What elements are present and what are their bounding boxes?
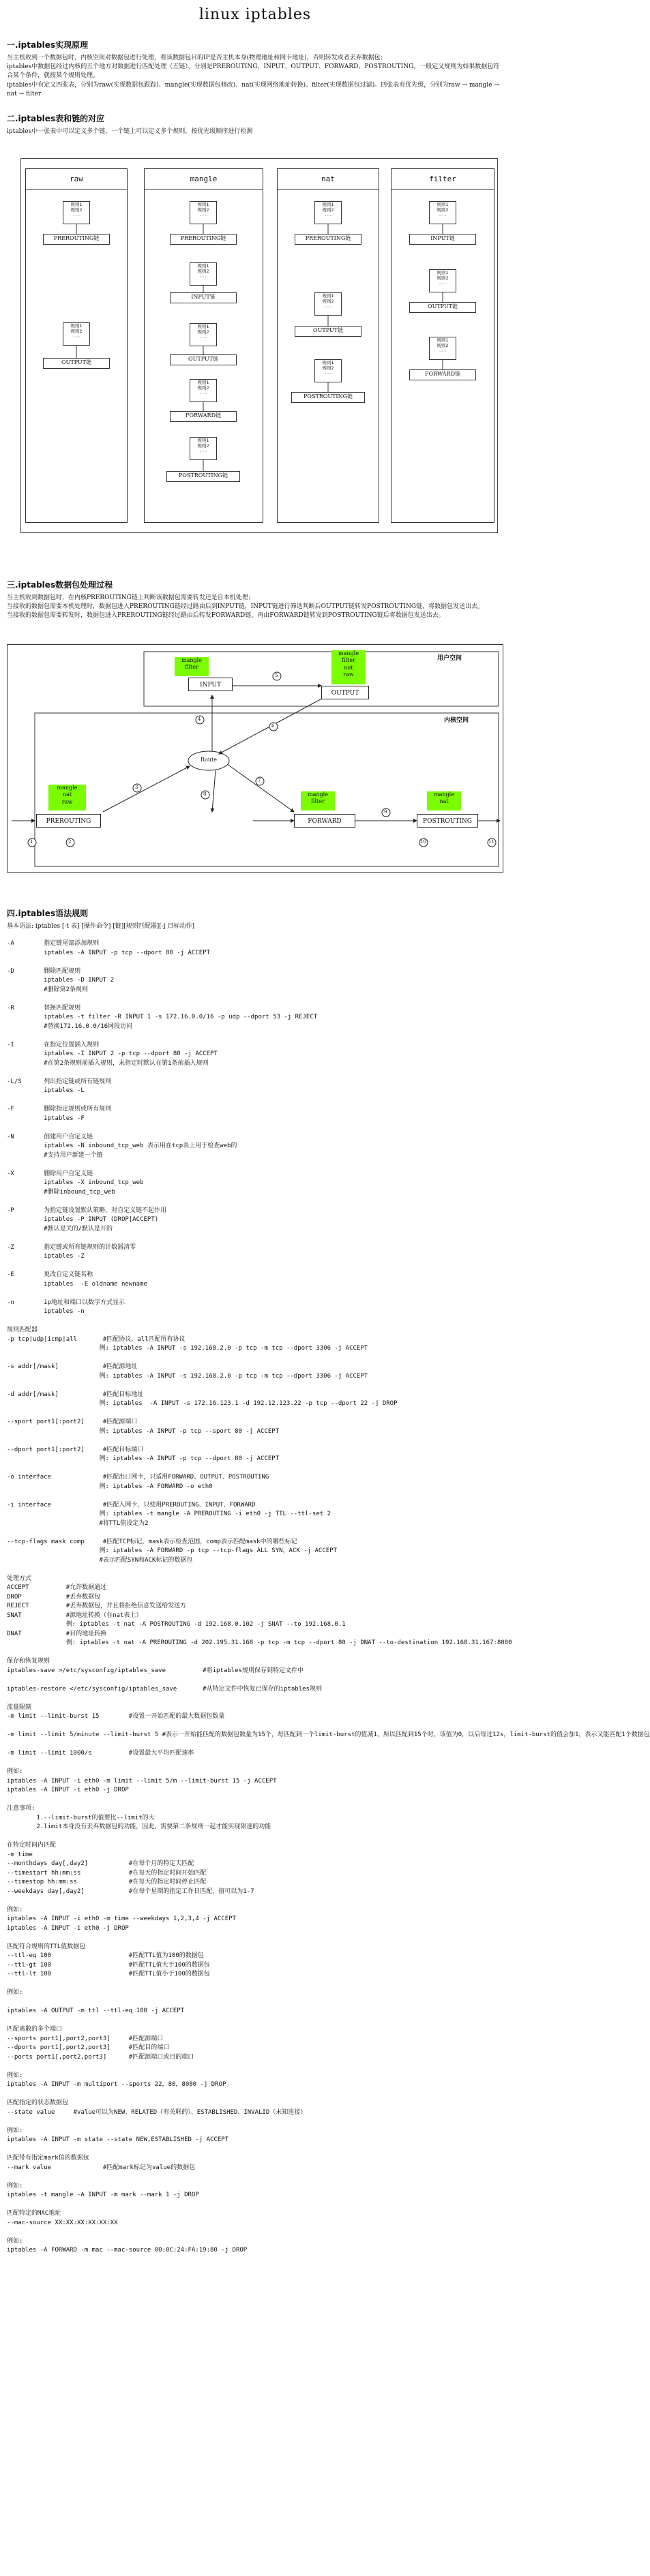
rule-list: 规则1 规则2 ··· bbox=[190, 379, 217, 402]
section-tables-chains bbox=[7, 113, 503, 136]
step-number: 4 bbox=[198, 716, 201, 722]
chain-connectors bbox=[21, 159, 499, 534]
tag-prerouting-tables: mangle nat raw bbox=[48, 785, 86, 810]
step-number: 2 bbox=[68, 839, 72, 845]
box-postrouting: POSTROUTING bbox=[417, 814, 478, 828]
step-number: 9 bbox=[384, 809, 387, 815]
chain-output: OUTPUT链 bbox=[170, 354, 237, 365]
step-number: 11 bbox=[488, 839, 494, 845]
box-output: OUTPUT bbox=[321, 686, 369, 699]
box-forward: FORWARD bbox=[294, 814, 355, 828]
label-kernel-space: 内核空间 bbox=[444, 717, 469, 724]
rule-list: 规则1 规则2 ··· bbox=[63, 322, 90, 346]
chain-prerouting: PREROUTING链 bbox=[43, 234, 110, 245]
tag-forward-tables: mangle filter bbox=[301, 791, 335, 810]
packet-flow-diagram bbox=[7, 644, 503, 873]
paragraph: iptables中数据包经过内核的五个地方对数据进行匹配处理（五链），分别是PREROUTING、INPUT、OUTPUT、FORWARD、POSTROUTING。一般定义规则为如果数据包符合某个条件，就按某个规则处理。 bbox=[7, 63, 500, 80]
section-principle bbox=[7, 40, 503, 99]
syntax-line: 基本语法: iptables [-t 表] [操作命令] [链][规则匹配器][-j 目标动作] bbox=[7, 923, 195, 930]
chain-input: INPUT链 bbox=[409, 234, 476, 245]
tables-chains-diagram bbox=[20, 158, 498, 533]
paragraph: iptables中一张表中可以定义多个链，一个链上可以定义多个规则，按优先级顺序进行检测 bbox=[7, 128, 253, 136]
step-number: 5 bbox=[275, 673, 278, 678]
section-heading: 四.iptables语法规则 bbox=[7, 909, 89, 918]
step-number: 6 bbox=[271, 723, 275, 729]
page-title: linux iptables bbox=[198, 6, 312, 23]
step-number: 8 bbox=[203, 791, 207, 797]
step-number: 1 bbox=[30, 839, 33, 845]
rule-list: 规则1 规则2 ··· bbox=[190, 437, 217, 460]
rule-list: 规则1 规则2 ··· bbox=[190, 262, 217, 286]
chain-postrouting: POSTROUTING链 bbox=[291, 392, 365, 403]
chain-output: OUTPUT链 bbox=[43, 358, 110, 369]
table-name: filter bbox=[392, 169, 494, 190]
section-heading: 三.iptables数据包处理过程 bbox=[7, 580, 113, 590]
rule-list: 规则1 规则2 ··· bbox=[429, 337, 456, 360]
rule-list: 规则1 规则2 ··· bbox=[190, 323, 217, 346]
tag-postrouting-tables: mangle nat bbox=[427, 791, 461, 810]
rule-list: 规则1 规则2 ··· bbox=[314, 292, 342, 316]
rule-list: 规则1 规则2 ··· bbox=[314, 201, 342, 224]
tag-input-tables: mangle filter bbox=[175, 657, 209, 676]
chain-prerouting: PREROUTING链 bbox=[295, 234, 361, 245]
chain-output: OUTPUT链 bbox=[295, 326, 361, 337]
tag-output-tables: mangle filter nat raw bbox=[331, 650, 366, 684]
section-syntax bbox=[7, 908, 650, 2256]
paragraph: 当主机收到数据包时，在内核PREROUTING链上判断该数据包需要转发还是自本机处理； bbox=[7, 594, 254, 602]
rule-list: 规则1 规则2 ··· bbox=[429, 269, 456, 292]
chain-prerouting: PREROUTING链 bbox=[170, 234, 237, 245]
paragraph: 当主机收到一个数据包时，内核空间对数据包进行处理，看该数据包目的IP是否主机本身(物理地址和网卡地址)，否则转发或者丢弃数据包； bbox=[7, 55, 387, 62]
paragraph: iptables中有定义四张表，分别为raw(实现数据包跟踪)、mangle(实现数据包修改)、nat(实现网络地址转换)、filter(实现数据包过滤)。四张表有优先级，分别为raw → mangle → nat → filter bbox=[7, 81, 501, 97]
box-prerouting: PREROUTING bbox=[36, 814, 101, 828]
paragraph: 当接收的数据包需要转发时，数据包进入PREROUTING链经过路由后转发FORWARD链，再由FORWARD链转发到POSTROUTING链后将数据包发送出去。 bbox=[7, 612, 445, 620]
rule-list: 规则1 规则2 ··· bbox=[63, 201, 90, 224]
rule-list: 规则1 规则2 ··· bbox=[429, 201, 456, 224]
table-name: nat bbox=[278, 169, 379, 190]
table-name: mangle bbox=[145, 169, 263, 190]
rule-list: 规则1 规则2 ··· bbox=[314, 359, 342, 382]
box-input: INPUT bbox=[188, 678, 233, 691]
chain-input: INPUT链 bbox=[170, 292, 237, 303]
step-number: 10 bbox=[420, 839, 426, 845]
flow-graphic bbox=[8, 645, 504, 873]
section-packet-flow bbox=[7, 579, 503, 621]
chain-forward: FORWARD链 bbox=[409, 369, 476, 380]
step-number: 3 bbox=[135, 785, 138, 790]
table-name: raw bbox=[26, 169, 127, 190]
label-user-space: 用户空间 bbox=[437, 655, 462, 662]
box-route: Route bbox=[201, 757, 217, 763]
chain-output: OUTPUT链 bbox=[409, 302, 476, 313]
section-heading: 二.iptables表和链的对应 bbox=[7, 114, 105, 123]
chain-forward: FORWARD链 bbox=[170, 411, 237, 422]
paragraph: 当接收的数据包需要本机处理时，数据包进入PREROUTING链经过路由后到INPUT链，INPUT链进行筛选判断后OUTPUT链转发POSTROUTING链，将数据包发送出去。 bbox=[7, 603, 484, 611]
section-heading: 一.iptables实现原理 bbox=[7, 40, 89, 50]
syntax-reference: -A 指定链尾部添加规则 iptables -A INPUT -p tcp --dport 80 -j ACCEPT -D 删除匹配规则 iptables -D INPUT 2 #删除第2条规则 -R 替换匹配规则 iptables -t filter -R INPUT 1 -s 172.16.0.0/16 -p udp --dport 53 -j REJECT #替换172.16.0.0/16网段访问 -I 在指定位置插入规则 iptables -I INPUT 2 -p tcp --dport 80 -j ACCEPT #在第2条规则前插入规则，未指定时默认在第1条前插入规则 -L/S 列出指定链或所有链规则 iptables -L -F 删除指定规则或所有规则 iptables -F -N 创建用户自定义链 iptables -N inbound_tcp_web 表示用在tcp表上用于检查web的 #支持用户新建一个链 -X 删除用户自定义链 iptables -X inbound_tcp_web #删除inbound_tcp_web -P 为指定链设置默认策略，对自定义链不起作用 iptables -P INPUT (DROP|ACCEPT) #默认是关的/默认是开的 -Z 指定链或所有链规则的计数器清零 iptables -Z -E 更改自定义链名称 iptables -E oldname newname -n ip地址和端口以数字方式显示 iptables -n 规则匹配器 -p tcp|udp|icmp|all #匹配协议，all匹配所有协议 例: iptables -A INPUT -s 192.168.2.0 -p tcp -m tcp --dport 3306 -j ACCEPT -s addr[/mask] #匹配源地址 例: iptables -A INPUT -s 192.168.2.0 -p tcp -m tcp --dport 3306 -j ACCEPT -d addr[/mask] #匹配目标地址 例: iptables -A INPUT -s 172.16.123.1 -d 192.12.123.22 -p tcp --dport 22 -j DROP --sport port1[:port2] #匹配源端口 例: iptables -A INPUT -p tcp --sport 80 -j ACCEPT --dport port1[:port2] #匹配目标端口 例: iptables -A INPUT -p tcp --dport 80 -j ACCEPT -o interface #匹配出口网卡，只适用FORWARD、OUTPUT、POSTROUTING 例: iptables -A FORWARD -o eth0 -i interface #匹配入网卡，只使用PREROUTING、INPUT、FORWARD 例: iptables -t mangle -A PREROUTING -i eth0 -j TTL --ttl-set 2 #将TTL值设定为2 --tcp-flags mask comp #匹配TCP标记，mask表示检查范围，comp表示匹配mask中的哪些标记 例: iptables -A FORWARD -p tcp --tcp-flags ALL SYN，ACK -j ACCEPT #表示匹配SYN和ACK标记的数据包 处理方式 ACCEPT #允许数据通过 DROP #丢弃数据包 REJECT #丢弃数据包，并且将拒绝信息发送给发送方 SNAT #源地址转换（在nat表上） 例: iptables -t nat -A POSTROUTING -d 192.168.0.102 -j SNAT --to 192.168.0.1 DNAT #目的地址转换 例: iptables -t nat -A PREROUTING -d 202.195.31.168 -p tcp -m tcp --dport 80 -j DNAT --to-destination 192.168.31.167:8080 保存和恢复规则 iptables-save >/etc/sysconfig/iptables_save #将iptables规则保存到特定文件中 iptables-restore </etc/sysconfig/iptables_save #从特定文件中恢复已保存的iptables规则 流量限制 -m limit --limit-burst 15 #设置一开始匹配的最大数据包数量 -m limit --limit 5/minute --limit-burst 5 #表示一开始能匹配的数据包数量为15个，每匹配到一个limit-burst的值减1，所以匹配到15个时，该值为0，以后每过12s，limit-burst的值会加1，表示又能匹配1个数据包 -m limit --limit 1000/s #设置最大平均匹配速率 例如: iptables -A INPUT -i eth0 -m limit --limit 5/m --limit-burst 15 -j ACCEPT iptables -A INPUT -i eth0 -j DROP 注意事项: 1.--limit-burst的值要比--limit的大 2.limit本身没有丢弃数据包的功能，因此，需要第二条规则一起才能实现限速的功能 在特定时间内匹配 -m time --monthdays day[,day2] #在每个月的特定天匹配 --timestart hh:mm:ss #在每天的指定时间开始匹配 --timestop hh:mm:ss #在每天的指定时间停止匹配 --weekdays day[,day2] #在每个星期的指定工作日匹配，值可以为1-7 例如: iptables -A INPUT -i eth0 -m time --weekdays 1,2,3,4 -j ACCEPT iptables -A INPUT -i eth0 -j DROP 匹配符合规则的TTL值数据包 --ttl-eq 100 #匹配TTL值为100的数据包 --ttl-gt 100 #匹配TTL值大于100的数据包 --ttl-lt 100 #匹配TTL值小于100的数据包 例如: iptables -A OUTPUT -m ttl --ttl-eq 100 -j ACCEPT 匹配离散的多个端口 --sports port1[,port2,port3] #匹配源端口 --dports port1[,port2,port3] #匹配目的端口 --ports port1[,port2,port3] #匹配源端口或目的端口 例如: iptables -A INPUT -m multiport --sports 22，80，8080 -j DROP 匹配指定的状态数据包 --state value #value可以为NEW、RELATED（有关联的）、ESTABLISHED、INVALID（未知连接） 例如: iptables -A INPUT -m state --state NEW,ESTABLISHED -j ACCEPT 匹配带有指定mark值的数据包 --mark value #匹配mark标记为value的数据包 例如: iptables -t mangle -A INPUT -m mark --mark 1 -j DROP 匹配特定的MAC地址 --mac-source XX:XX:XX:XX:XX:XX 例如: iptables -A FORWARD -m mac --mac-source 00:0C:24:FA:19:80 -j DROP bbox=[7, 940, 650, 2254]
chain-postrouting: POSTROUTING链 bbox=[166, 471, 240, 482]
rule-list: 规则1 规则2 ··· bbox=[190, 201, 217, 224]
step-number: 7 bbox=[258, 778, 261, 783]
